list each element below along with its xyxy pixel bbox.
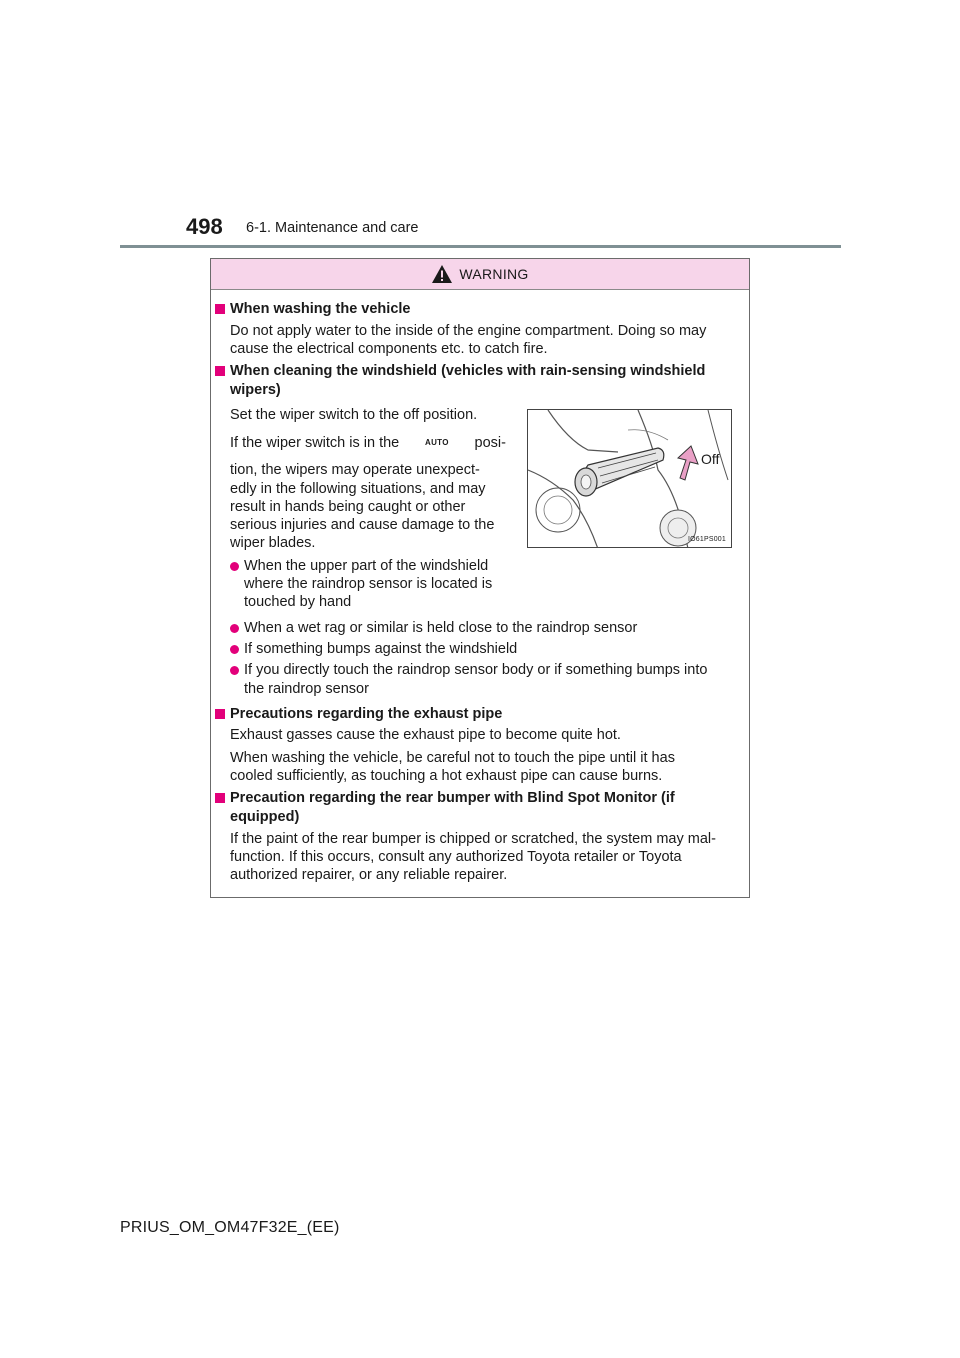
windshield-p2-line-4: result in hands being caught or other — [230, 499, 466, 515]
figure-code: IO61PS001 — [688, 536, 726, 543]
warning-box — [210, 258, 750, 898]
windshield-p2-text-a: If the wiper switch is in the — [230, 435, 400, 451]
bullet-marker-icon — [230, 666, 239, 675]
figure-label-off: Off — [701, 451, 720, 467]
windshield-p2-line-2: tion, the wipers may operate unexpect- — [230, 462, 480, 478]
bullet-1-line-1: When the upper part of the windshield — [244, 558, 489, 574]
bullet-marker-icon — [230, 624, 239, 633]
bullet-4-line-2: the raindrop sensor — [244, 681, 369, 697]
wiper-switch-figure — [527, 409, 732, 548]
bullet-2: When a wet rag or similar is held close to the raindrop sensor — [244, 620, 638, 636]
heading-marker-icon — [215, 304, 225, 314]
exhaust-paragraph-2-line-2: cooled sufficiently, as touching a hot exhaust pipe can cause burns. — [230, 768, 663, 784]
windshield-p2-line-3: edly in the following situations, and may — [230, 481, 486, 497]
bullet-marker-icon — [230, 645, 239, 654]
bumper-heading-line-1: Precaution regarding the rear bumper with Blind Spot Monitor (if — [230, 790, 675, 806]
bumper-body-line-3: authorized repairer, or any reliable repairer. — [230, 867, 508, 883]
washing-heading: When washing the vehicle — [230, 301, 411, 317]
page-number: 498 — [186, 214, 223, 239]
header-rule — [120, 245, 841, 248]
windshield-p2-text-b: posi- — [474, 435, 506, 451]
warning-title: WARNING — [459, 266, 529, 282]
bullet-4-line-1: If you directly touch the raindrop sensor body or if something bumps into — [244, 662, 708, 678]
bullet-3: If something bumps against the windshield — [244, 641, 518, 657]
exhaust-paragraph-2-line-1: When washing the vehicle, be careful not to touch the pipe until it has — [230, 750, 675, 766]
heading-marker-icon — [215, 793, 225, 803]
auto-switch-glyph: AUTO — [425, 438, 449, 447]
section-title: 6-1. Maintenance and care — [246, 220, 419, 236]
footer-doc-code: PRIUS_OM_OM47F32E_(EE) — [120, 1219, 340, 1236]
bumper-body-line-2: function. If this occurs, consult any authorized Toyota retailer or Toyota — [230, 849, 682, 865]
exhaust-heading: Precautions regarding the exhaust pipe — [230, 706, 503, 722]
exhaust-paragraph-1: Exhaust gasses cause the exhaust pipe to become quite hot. — [230, 727, 621, 743]
heading-marker-icon — [215, 709, 225, 719]
washing-body-line-1: Do not apply water to the inside of the engine compartment. Doing so may — [230, 323, 707, 339]
bumper-heading-line-2: equipped) — [230, 809, 300, 825]
windshield-paragraph-2-line-1 — [230, 433, 506, 453]
wiper-lever-illustration — [528, 410, 732, 548]
windshield-p2-line-6: wiper blades. — [230, 535, 316, 551]
windshield-heading-line-2: wipers) — [230, 382, 281, 398]
heading-marker-icon — [215, 366, 225, 376]
bullet-1-line-2: where the raindrop sensor is located is — [244, 576, 493, 592]
windshield-heading-line-1: When cleaning the windshield (vehicles with rain-sensing windshield — [230, 363, 706, 379]
windshield-p2-line-5: serious injuries and cause damage to the — [230, 517, 495, 533]
bullet-1-line-3: touched by hand — [244, 594, 352, 610]
bumper-body-line-1: If the paint of the rear bumper is chipped or scratched, the system may mal- — [230, 831, 716, 847]
warning-content — [211, 259, 749, 897]
bullet-marker-icon — [230, 562, 239, 571]
washing-body-line-2: cause the electrical components etc. to catch fire. — [230, 341, 548, 357]
windshield-paragraph-1: Set the wiper switch to the off position. — [230, 407, 478, 423]
